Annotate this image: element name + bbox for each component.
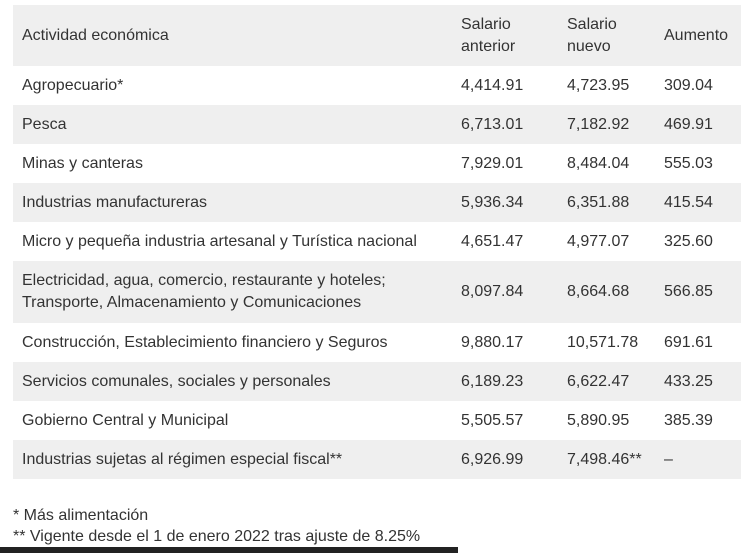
table-row bbox=[13, 183, 741, 222]
cell-activity: Industrias manufactureras bbox=[22, 193, 207, 211]
bottom-bar-segment bbox=[0, 547, 458, 553]
cell-salary-before: 8,097.84 bbox=[461, 283, 524, 300]
cell-increase: 566.85 bbox=[664, 283, 713, 300]
header-activity: Actividad económica bbox=[22, 26, 169, 44]
cell-salary-new: 7,182.92 bbox=[567, 115, 630, 133]
cell-salary-new: 6,351.88 bbox=[567, 193, 630, 211]
cell-salary-before: 6,926.99 bbox=[461, 450, 524, 468]
cell-salary-new: 7,498.46** bbox=[567, 450, 642, 468]
cell-increase: 469.91 bbox=[664, 115, 713, 133]
salary-table bbox=[13, 5, 741, 479]
cell-activity: Pesca bbox=[22, 115, 67, 133]
table-row bbox=[13, 401, 741, 440]
cell-salary-before: 6,189.23 bbox=[461, 372, 524, 390]
cell-increase: 555.03 bbox=[664, 154, 713, 172]
header-increase: Aumento bbox=[664, 26, 729, 44]
cell-salary-before: 4,651.47 bbox=[461, 232, 524, 250]
cell-salary-before: 9,880.17 bbox=[461, 333, 524, 351]
cell-salary-before: 6,713.01 bbox=[461, 115, 524, 133]
header-salary-new: Salario nuevo bbox=[567, 15, 617, 55]
footnotes bbox=[13, 505, 420, 547]
cell-salary-new: 6,622.47 bbox=[567, 372, 630, 390]
cell-activity: Servicios comunales, sociales y personales bbox=[22, 372, 331, 390]
cell-activity: Industrias sujetas al régimen especial fiscal** bbox=[22, 450, 343, 468]
table-row bbox=[13, 66, 741, 105]
cell-increase: – bbox=[664, 450, 673, 468]
bottom-bar bbox=[0, 547, 745, 553]
table-row bbox=[13, 261, 741, 323]
footnote-food: * Más alimentación bbox=[13, 507, 149, 524]
cell-salary-before: 4,414.91 bbox=[461, 76, 524, 94]
cell-increase: 433.25 bbox=[664, 372, 713, 390]
cell-increase: 691.61 bbox=[664, 333, 713, 351]
cell-increase: 415.54 bbox=[664, 193, 713, 211]
cell-salary-new: 4,723.95 bbox=[567, 76, 630, 94]
cell-activity: Electricidad, agua, comercio, restaurante y hoteles; Transporte, Almacenamiento y Comunicaciones bbox=[22, 272, 386, 311]
header-salary-before: Salario anterior bbox=[461, 15, 516, 55]
cell-salary-new: 10,571.78 bbox=[567, 333, 639, 351]
table-row bbox=[13, 144, 741, 183]
cell-salary-before: 7,929.01 bbox=[461, 154, 524, 172]
cell-activity: Construcción, Establecimiento financiero y Seguros bbox=[22, 333, 388, 351]
cell-activity: Micro y pequeña industria artesanal y Turística nacional bbox=[22, 232, 417, 250]
cell-salary-new: 8,664.68 bbox=[567, 283, 630, 300]
cell-increase: 325.60 bbox=[664, 232, 713, 250]
table-row bbox=[13, 222, 741, 261]
cell-increase: 385.39 bbox=[664, 411, 713, 429]
footnote-effective-date: ** Vigente desde el 1 de enero 2022 tras ajuste de 8.25% bbox=[13, 528, 421, 545]
cell-increase: 309.04 bbox=[664, 76, 713, 94]
table-row bbox=[13, 440, 741, 479]
table-row bbox=[13, 362, 741, 401]
cell-activity: Agropecuario* bbox=[22, 76, 124, 94]
cell-salary-new: 4,977.07 bbox=[567, 232, 630, 250]
table-header bbox=[13, 5, 741, 66]
cell-salary-new: 8,484.04 bbox=[567, 154, 630, 172]
cell-activity: Minas y canteras bbox=[22, 154, 143, 172]
cell-salary-new: 5,890.95 bbox=[567, 411, 630, 429]
cell-salary-before: 5,936.34 bbox=[461, 193, 524, 211]
cell-activity: Gobierno Central y Municipal bbox=[22, 411, 229, 429]
cell-salary-before: 5,505.57 bbox=[461, 411, 524, 429]
table-row bbox=[13, 105, 741, 144]
table-row bbox=[13, 323, 741, 362]
